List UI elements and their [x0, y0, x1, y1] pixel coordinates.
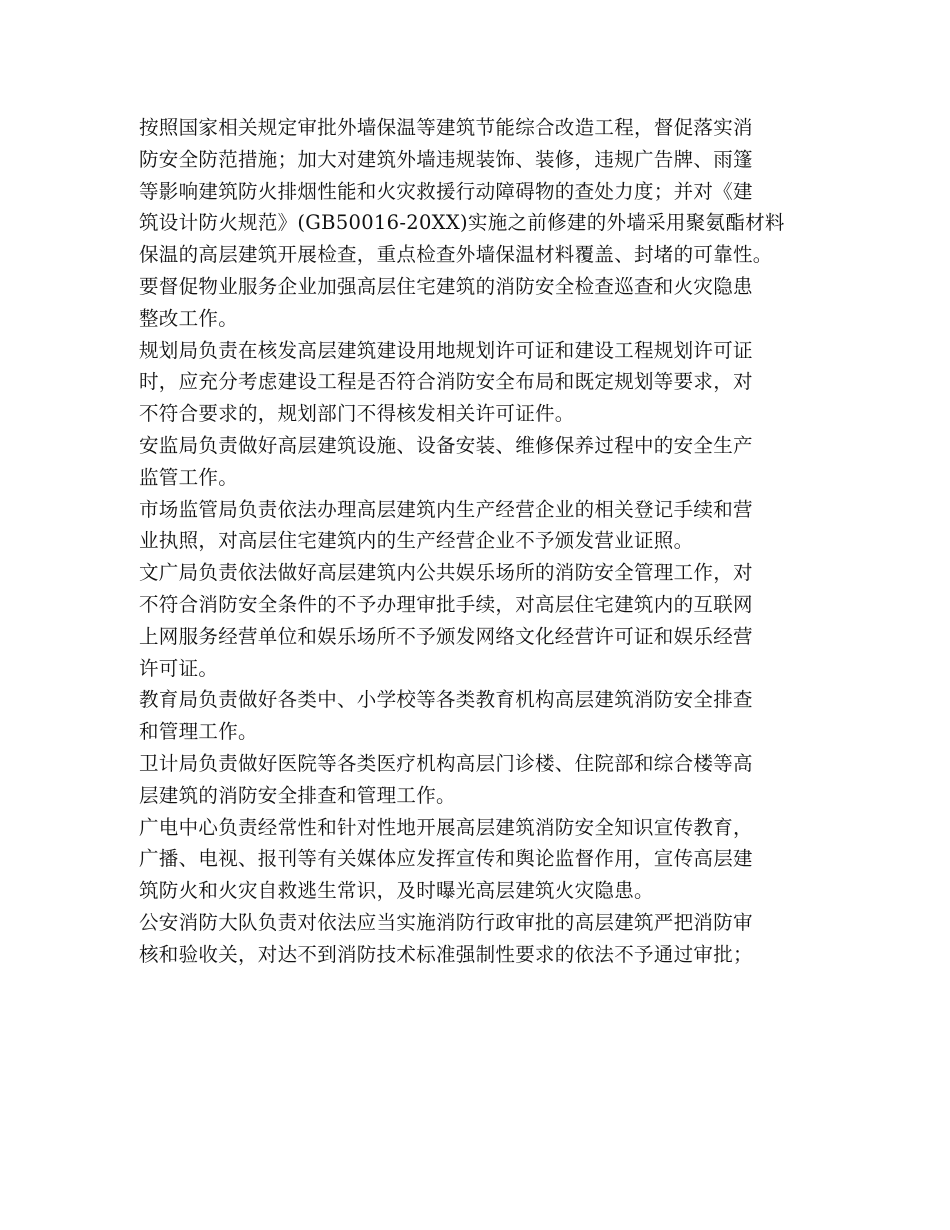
text-line: 不符合消防安全条件的不予办理审批手续，对高层住宅建筑内的互联网 — [139, 592, 753, 616]
text-line: 按照国家相关规定审批外墙保温等建筑节能综合改造工程，督促落实消 — [139, 116, 753, 139]
text-line: 时，应充分考虑建设工程是否符合消防安全布局和既定规划等要求，对 — [139, 370, 753, 394]
text-line: 卫计局负责做好医院等各类医疗机构高层门诊楼、住院部和综合楼等高 — [139, 751, 753, 775]
text-line: 要督促物业服务企业加强高层住宅建筑的消防安全检查巡查和火灾隐患 — [139, 274, 753, 298]
text-line: 等影响建筑防火排烟性能和火灾救援行动障碍物的查处力度；并对《建 — [139, 179, 753, 203]
text-line: 和管理工作。 — [139, 720, 258, 744]
text-line: 整改工作。 — [139, 306, 239, 330]
text-line: 不符合要求的，规划部门不得核发相关许可证件。 — [139, 402, 575, 426]
text-line: 安监局负责做好高层建筑设施、设备安装、维修保养过程中的安全生产 — [139, 433, 753, 457]
text-line: 公安消防大队负责对依法应当实施消防行政审批的高层建筑严把消防审 — [139, 910, 753, 934]
text-line: 市场监管局负责依法办理高层建筑内生产经营企业的相关登记手续和营 — [139, 497, 753, 521]
document-body — [139, 112, 819, 971]
text-line: 监管工作。 — [139, 465, 239, 489]
text-line: 上网服务经营单位和娱乐场所不予颁发网络文化经营许可证和娱乐经营 — [139, 624, 753, 648]
text-line: 广播、电视、报刊等有关媒体应发挥宣传和舆论监督作用，宣传高层建 — [139, 847, 753, 871]
text-line: 保温的高层建筑开展检查，重点检查外墙保温材料覆盖、封堵的可靠性。 — [139, 243, 773, 267]
text-line: 业执照，对高层住宅建筑内的生产经营企业不予颁发营业证照。 — [139, 529, 694, 553]
text-line: 规划局负责在核发高层建筑建设用地规划许可证和建设工程规划许可证 — [139, 338, 753, 362]
text-line: 教育局负责做好各类中、小学校等各类教育机构高层建筑消防安全排查 — [139, 688, 753, 712]
text-line: 核和验收关，对达不到消防技术标准强制性要求的依法不予通过审批； — [139, 942, 753, 966]
text-line: 筑设计防火规范》(GB50016-20XX)实施之前修建的外墙采用聚氨酯材料 — [139, 211, 785, 235]
text-line: 广电中心负责经常性和针对性地开展高层建筑消防安全知识宣传教育， — [139, 815, 753, 839]
text-line: 许可证。 — [139, 656, 219, 680]
text-line: 文广局负责依法做好高层建筑内公共娱乐场所的消防安全管理工作，对 — [139, 561, 753, 585]
text-line: 防安全防范措施；加大对建筑外墙违规装饰、装修，违规广告牌、雨篷 — [139, 147, 753, 171]
text-line: 筑防火和火灾自救逃生常识，及时曝光高层建筑火灾隐患。 — [139, 879, 654, 903]
text-line: 层建筑的消防安全排查和管理工作。 — [139, 783, 456, 807]
